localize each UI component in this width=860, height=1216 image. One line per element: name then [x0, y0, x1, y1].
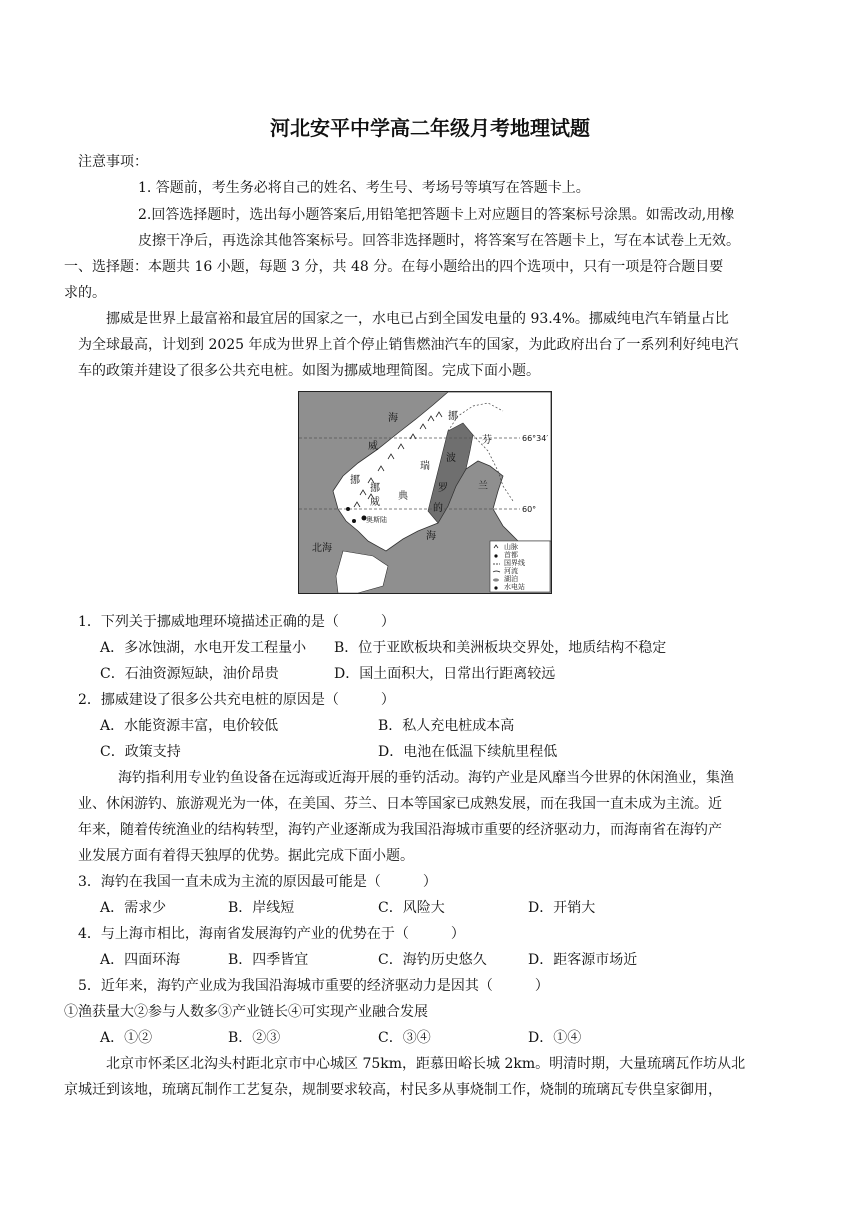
- map-label-north-sea: 北海: [312, 543, 332, 554]
- notice-item-2: 2.回答选择题时，选出每小题答案后,用铅笔把答题卡上对应题目的答案标号涂黑。如需改动,用橡: [138, 207, 735, 223]
- map-label-baltic-2: 罗: [438, 483, 448, 494]
- section-heading-line-2: 求的。: [64, 285, 106, 301]
- q4-option-d: D．距客源市场近: [528, 952, 638, 968]
- q5-option-c: C．③④: [378, 1030, 431, 1046]
- page-title: 河北安平中学高二年级月考地理试题: [270, 116, 590, 140]
- q4-option-b: B．四季皆宜: [228, 952, 309, 968]
- section-heading-line-1: 一、选择题：本题共 16 小题，每题 3 分，共 48 分。在每小题给出的四个选项中，只有一项是符合题目要: [64, 259, 724, 275]
- q1-option-d: D．国土面积大，日常出行距离较远: [334, 666, 556, 682]
- map-label-lat-66: 66°34′: [522, 434, 549, 443]
- q2-option-b: B．私人充电桩成本高: [378, 718, 515, 734]
- map-label-baltic-3: 的: [433, 503, 443, 514]
- map-label-sea-norway-2: 威: [368, 441, 378, 452]
- q4-option-c: C．海钓历史悠久: [378, 952, 487, 968]
- legend-hydro: 水电站: [504, 583, 525, 591]
- legend-border: 国界线: [504, 559, 525, 567]
- q4-stem: 4．与上海市相比，海南省发展海钓产业的优势在于（ ）: [78, 926, 465, 942]
- legend-mountain: 山脉: [504, 543, 518, 551]
- map-label-baltic-1: 波: [446, 453, 456, 464]
- passage2-line-4: 业发展方面有着得天独厚的优势。据此完成下面小题。: [78, 848, 414, 864]
- map-label-finland-1: 芬: [482, 435, 492, 446]
- q5-stem: 5．近年来，海钓产业成为我国沿海城市重要的经济驱动力是因其（ ）: [78, 978, 549, 994]
- map-label-lat-60: 60°: [522, 505, 537, 514]
- q3-option-c: C．风险大: [378, 900, 445, 916]
- q3-option-a: A．需求少: [100, 900, 167, 916]
- map-label-nuo-top: 挪: [448, 411, 458, 422]
- passage1-line-2: 为全球最高，计划到 2025 年成为世界上首个停止销售燃油汽车的国家，为此政府出台了一系列利好纯电汽: [78, 337, 739, 353]
- legend-lake-icon: [493, 578, 499, 581]
- passage2-line-1: 海钓指利用专业钓鱼设备在远海或近海开展的垂钓活动。海钓产业是风靡当今世界的休闲渔业，集渔: [118, 770, 734, 786]
- passage3-line-1: 北京市怀柔区北沟头村距北京市中心城区 75km，距慕田峪长城 2km。明清时期，大量琉璃瓦作坊从北: [106, 1056, 746, 1072]
- map-label-baltic-4: 海: [426, 531, 436, 542]
- q3-option-d: D．开销大: [528, 900, 596, 916]
- q5-items: ①渔获量大②参与人数多③产业链长④可实现产业融合发展: [64, 1004, 428, 1020]
- q5-option-d: D．①④: [528, 1030, 582, 1046]
- q2-option-d: D．电池在低温下续航里程低: [378, 744, 558, 760]
- q3-option-b: B．岸线短: [228, 900, 295, 916]
- q2-option-a: A．水能资源丰富，电价较低: [100, 718, 279, 734]
- map-label-norway-2: 威: [370, 497, 380, 508]
- norway-map: [298, 391, 552, 594]
- passage2-line-2: 业、休闲游钓、旅游观光为一体，在美国、芬兰、日本等国家已成熟发展，而在我国一直未成为主流。近: [78, 796, 722, 812]
- legend-capital-icon: [494, 554, 497, 557]
- map-label-sweden-2: 典: [398, 491, 408, 502]
- q5-option-a: A．①②: [100, 1030, 153, 1046]
- legend-lake: 湖泊: [504, 575, 518, 583]
- q3-stem: 3．海钓在我国一直未成为主流的原因最可能是（ ）: [78, 874, 437, 890]
- passage3-line-2: 京城迁到该地，琉璃瓦制作工艺复杂，规制要求较高，村民多从事烧制工作，烧制的琉璃瓦专供皇家御用，: [64, 1082, 722, 1098]
- passage1-line-3: 车的政策并建设了很多公共充电桩。如图为挪威地理简图。完成下面小题。: [78, 363, 540, 379]
- map-label-norway-1: 挪: [370, 483, 380, 494]
- q1-stem: 1．下列关于挪威地理环境描述正确的是（ ）: [78, 614, 395, 630]
- q1-option-a: A．多冰蚀湖，水电开发工程量小: [100, 640, 307, 656]
- q1-option-c: C．石油资源短缺，油价昂贵: [100, 666, 279, 682]
- q5-option-b: B．②③: [228, 1030, 281, 1046]
- map-label-oslo: 奥斯陆: [366, 516, 387, 524]
- map-label-finland-2: 兰: [478, 481, 488, 492]
- q2-option-c: C．政策支持: [100, 744, 181, 760]
- notice-heading: 注意事项：: [78, 154, 148, 170]
- hydro-station-marker: [352, 519, 356, 523]
- map-label-sea-norway-3: 挪: [350, 475, 360, 486]
- legend-capital: 首都: [504, 551, 518, 559]
- notice-item-1: 1. 答题前，考生务必将自己的姓名、考生号、考场号等填写在答题卡上。: [138, 180, 590, 196]
- passage2-line-3: 年来，随着传统渔业的结构转型，海钓产业逐渐成为我国沿海城市重要的经济驱动力，而海南省在海钓产: [78, 822, 722, 838]
- legend-river: 河流: [504, 567, 518, 575]
- map-label-sea-norway-1: 海: [388, 413, 398, 424]
- hydro-station-marker: [346, 507, 350, 511]
- map-label-sweden-1: 瑞: [420, 461, 430, 472]
- notice-item-3: 皮擦干净后，再选涂其他答案标号。回答非选择题时，将答案写在答题卡上，写在本试卷上无效。: [138, 233, 740, 249]
- q4-option-a: A．四面环海: [100, 952, 181, 968]
- q1-option-b: B．位于亚欧板块和美洲板块交界处，地质结构不稳定: [334, 640, 667, 656]
- norway-map-figure: [298, 391, 552, 594]
- legend-hydro-icon: [494, 586, 497, 589]
- passage1-line-1: 挪威是世界上最富裕和最宜居的国家之一，水电已占到全国发电量的 93.4%。挪威纯电汽车销量占比: [106, 311, 729, 327]
- q2-stem: 2．挪威建设了很多公共充电桩的原因是（ ）: [78, 692, 395, 708]
